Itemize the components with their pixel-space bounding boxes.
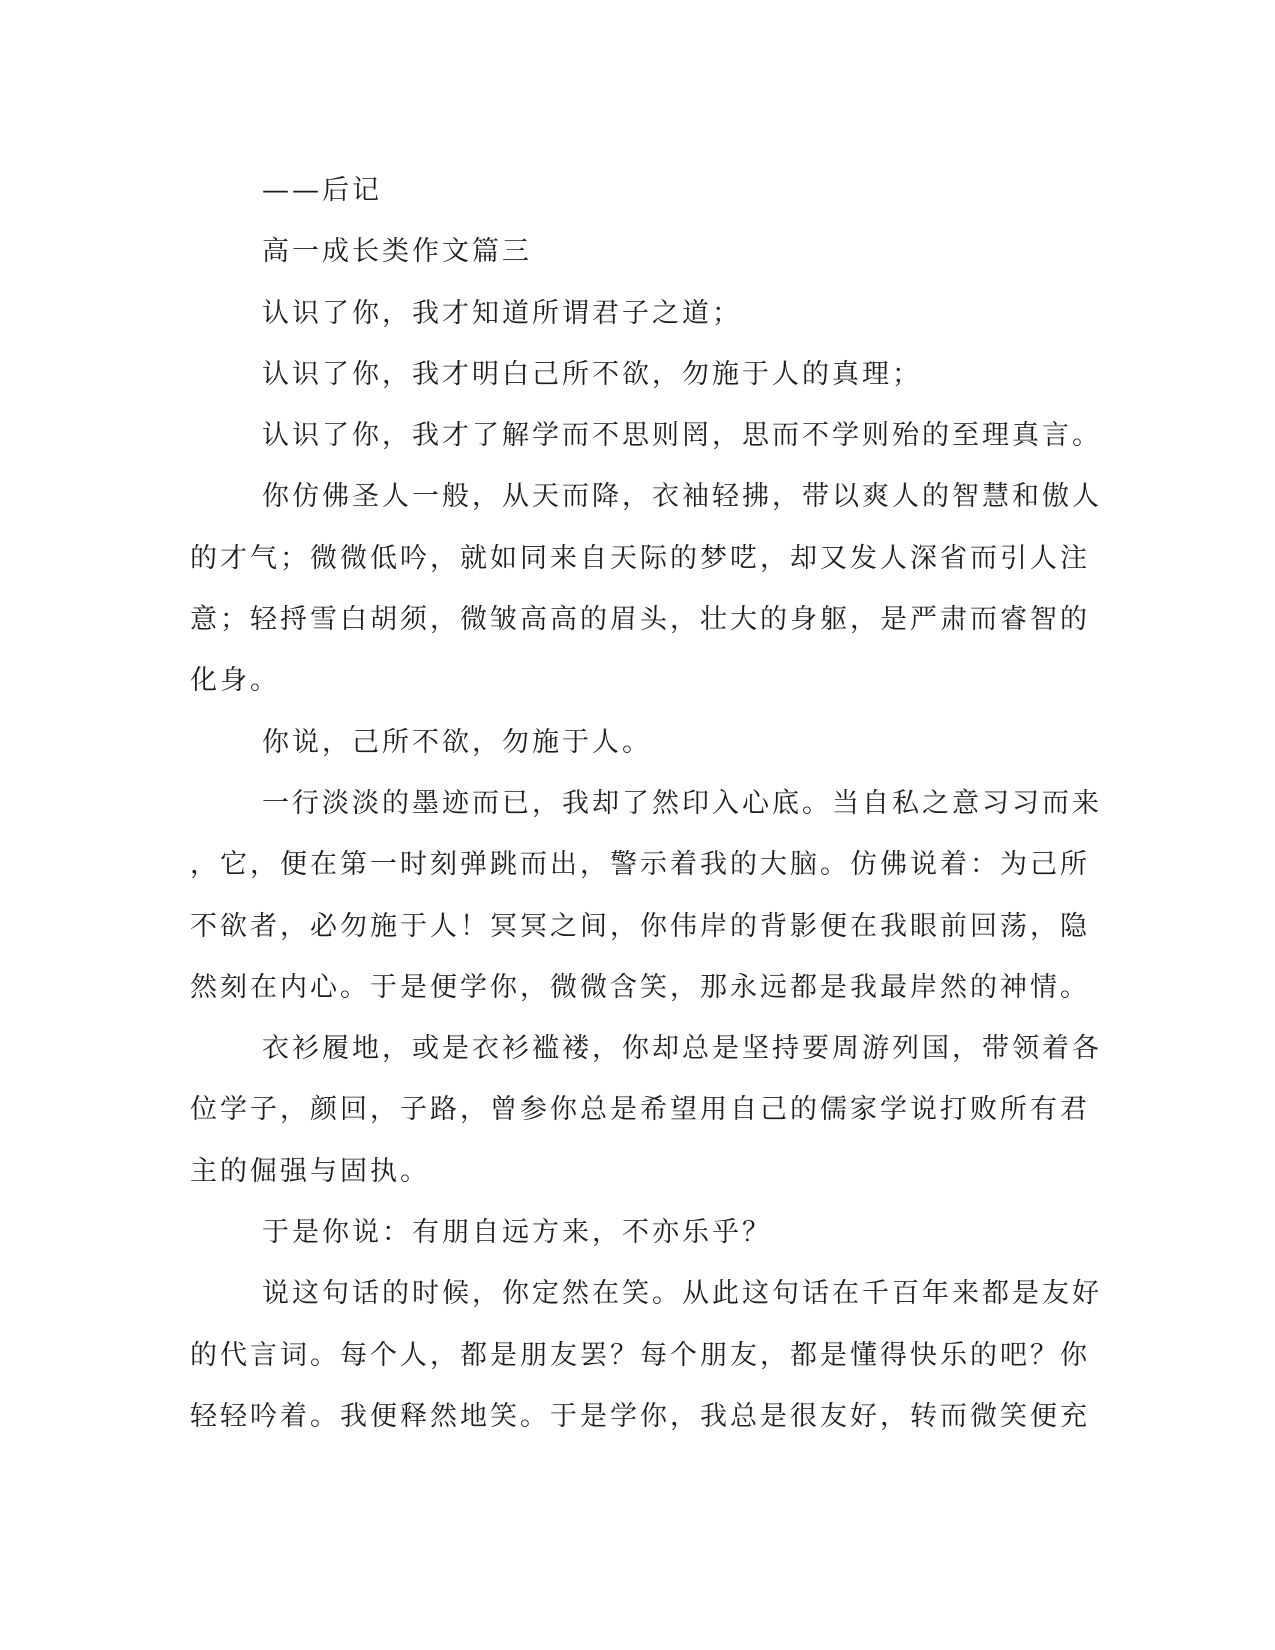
document-body: [190, 160, 1102, 1447]
paragraph-line: 你仿佛圣人一般，从天而降，衣袖轻拂，带以爽人的智慧和傲人: [262, 481, 1102, 513]
paragraph-line: 一行淡淡的墨迹而已，我却了然印入心底。当自私之意习习而来: [262, 787, 1102, 819]
paragraph-line: 然刻在内心。于是便学你，微微含笑，那永远都是我最岸然的神情。: [190, 971, 1090, 1003]
paragraph-line: 意；轻捋雪白胡须，微皱高高的眉头，壮大的身躯，是严肃而睿智的: [190, 604, 1090, 636]
paragraph-line: 衣衫履地，或是衣衫褴褛，你却总是坚持要周游列国，带领着各: [262, 1033, 1102, 1065]
afterword-label: ——后记: [262, 175, 382, 206]
paragraph-line: 认识了你，我才知道所谓君子之道；: [262, 297, 742, 329]
paragraph-line: 认识了你，我才了解学而不思则罔，思而不学则殆的至理真言。: [262, 420, 1102, 452]
paragraph-line: 的才气；微微低吟，就如同来自天际的梦呓，却又发人深省而引人注: [190, 542, 1090, 574]
paragraph-line: 化身。: [190, 665, 280, 697]
paragraph-line: 说这句话的时候，你定然在笑。从此这句话在千百年来都是友好: [262, 1278, 1102, 1310]
paragraph-line: 轻轻吟着。我便释然地笑。于是学你，我总是很友好，转而微笑便充: [190, 1400, 1090, 1432]
paragraph-line: 的代言词。每个人，都是朋友罢？每个朋友，都是懂得快乐的吧？你: [190, 1339, 1090, 1371]
paragraph-line: 认识了你，我才明白己所不欲，勿施于人的真理；: [262, 358, 922, 390]
essay-title: 高一成长类作文篇三: [262, 236, 532, 268]
paragraph-line: ，它，便在第一时刻弹跳而出，警示着我的大脑。仿佛说着：为己所: [190, 849, 1090, 881]
paragraph-line: 主的倔强与固执。: [190, 1155, 430, 1187]
paragraph-line: 不欲者，必勿施于人！冥冥之间，你伟岸的背影便在我眼前回荡，隐: [190, 910, 1090, 942]
paragraph-line: 于是你说：有朋自远方来，不亦乐乎？: [262, 1217, 772, 1249]
paragraph-line: 你说，己所不欲，勿施于人。: [262, 726, 652, 758]
paragraph-line: 位学子，颜回，子路，曾参你总是希望用自己的儒家学说打败所有君: [190, 1094, 1090, 1126]
